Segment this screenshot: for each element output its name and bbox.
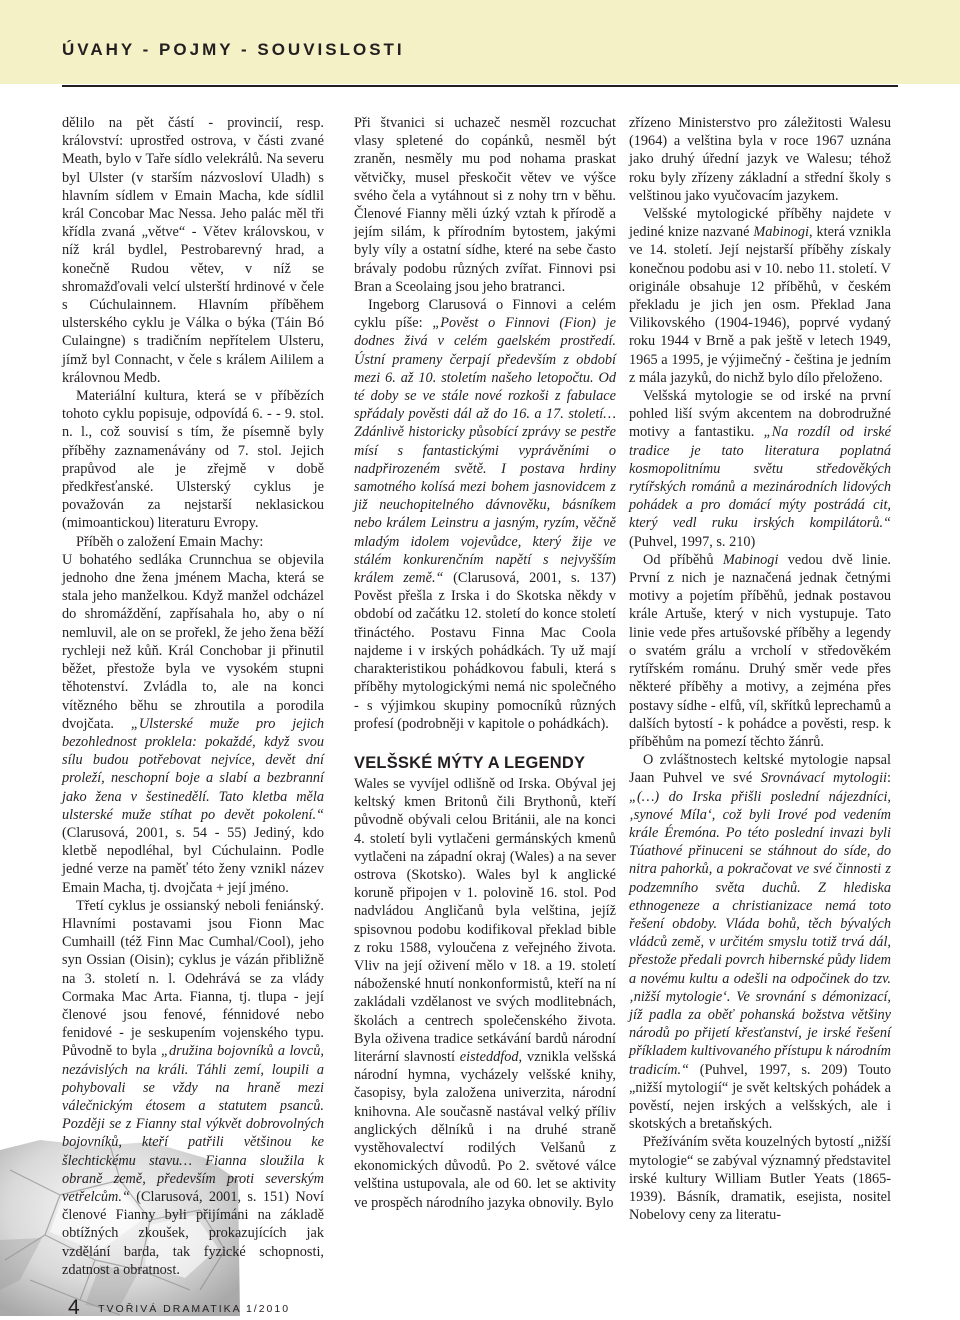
- paragraph: zřízeno Ministerstvo pro záležitosti Walesu (1964) a velština byla v roce 1967 uznána jako druhý úřední jazyk ve Walesu; téhož roku byly zřízeny základní a střední školy s velštinou jako vyučovacím jazykem.: [629, 115, 891, 204]
- paragraph: Příběh o založení Emain Machy:: [76, 533, 264, 550]
- journal-name: TVOŘIVÁ DRAMATIKA 1/2010: [98, 1303, 291, 1315]
- paragraph: Třetí cyklus je ossianský neboli feniánský. Hlavními postavami jsou Fionn Mac Cumhaill (též Finn Mac Cumhal/Cool), jeho syn Ossian (Oisin); cyklus je vázán přibližně na 3. století n. l. Odehrává se za vlády Cormaka Mac Arta. Fianna, tj. tlupa - její členové jsou fenové, fénnidové nebo fenidové - je seskupením vojenského typu. Původně to byla „družina bojovníků a lovců, nezávislých na králi. Táhli zemí, loupili a pohybovali se vždy na hraně mezi válečnickým étosem a statutem psanců. Později se z Fianny stal výkvět dobrovolných bojovníků, kteří patřili většinou ke šlechtickému stavu… Fianna sloužila k obraně země, především proti severským vetřelcům.“ (Clarusová, 2001, s. 151) Noví členové Fianny byli přijímáni na základě obtížných zkoušek, prokazujících jak vzdělání barda, tak fyzické schopnosti, zdatnost a obratnost.: [62, 897, 324, 1278]
- text-column-1: [62, 114, 324, 1279]
- paragraph: dělilo na pět částí - provincií, resp. království: uprostřed ostrova, v části zvané Meath, bylo v Taře sídlo velekrálů. Na severu byl Ulster (v starším názvosloví Uladh) s hlavním sídlem v Emain Macha, kde sídlil král Concobar Mac Nessa. Jeho palác měl tři křídla zvaná „větve“ - Větev královskou, v níž král bydlel, Pestrobarevný hrad, a konečně Rudou větev, v níž se shromažďovali velcí ulsterští hrdinové v čele s Cúchulainnem. Hlavním příběhem ulsterského cyklu je Válka o býka (Táin Bó Culaingne) s tradičním nepřítelem Ulsteru, jímž byl Connacht, v čele s králem Aililem a královnou Medb.: [62, 115, 324, 386]
- header-rule: [62, 85, 898, 87]
- text-column-3: [629, 114, 891, 1224]
- paragraph: Při štvanici si uchazeč nesměl rozcuchat vlasy spletené do copánků, nesměl být zraněn, nesměly mu pod nohama praskat větvičky, musel přeskočit větev ve výšce svého čela a vytáhnout si z nohy trn v běhu. Členové Fianny měli úzký vztah k přírodě a jejím silám, k přírodním bytostem, jakými byly víly a ostatní sídhe, které na sebe často brávaly podobu různých zvířat. Finnovi psi Bran a Sceolaing jsou jeho bratranci.: [354, 115, 616, 295]
- paragraph: Ingeborg Clarusová o Finnovi a celém cyklu píše: „Pověst o Finnovi (Fion) je dodnes živá v celém gaelském prostředí. Ústní prameny čerpají především z období mezi 6. až 10. stoletím našeho letopočtu. Od té doby se ve stále nové rozkoši z fabulace spřádaly pověsti dál až do 16. a 17. století… Zdánlivě historicky působící zprávy se pestře mísí s fantastickými vyprávěními o nadpřirozeném světě. I postava hrdiny samotného kolísá mezi bohem jasnovidcem z již neuchopitelného dávnověku, básníkem nebo králem Leinstru a jasným, ryzím, věčně mladým idolem vojevůdce, který žije ve stálém konkurenčním napětí s nejvyšším králem země.“ (Clarusová, 2001, s. 137) Pověst přešla z Irska i do Skotska někdy v období od začátku 12. století do konce století třináctého. Postavu Finna Mac Coola najdeme i v irských pohádkách. Ty už mají charakteristikou pohádkovou fabuli, která s příběhy mytologickými nemá nic společného - s výjimkou skupiny pomocníků různých profesí (podrobněji v kapitole o pohádkách).: [354, 297, 616, 732]
- text-column-2: [354, 114, 616, 1212]
- paragraph: Wales se vyvíjel odlišně od Irska. Obýval jej keltský kmen Britonů čili Brythonů, kteří původně obývali celou Británii, ale na konci 4. století byli vytlačeni germánských kmenů vytlačeni na západní okraj (Wales) a na sever ostrova (Skotsko). Wales byl k anglické koruně připojen v 1. polovině 16. stol. Pod nadvládou Angličanů byla velština, jejíž spisovnou podobu kodifikoval překlad bible z roku 1588, vyloučena z veřejného života. Vliv na její oživení mělo v 18. a 19. století náboženské hnutí nonkonformistů, kteří na ní zakládali vzdělanost ve svých modlitebnách, školách a centrech společenského života. Byla oživena tradice setkávání bardů národní literární slavností eisteddfod, vznikla velšská národní hymna, vycházely velšské knihy, časopisy, byla založena univerzita, národní knihovna. Ale současně nastával velký příliv anglických dělníků i na druhé straně vystěhovalectví rodilých Velšanů z ekonomických důvodů. Po 2. světové válce velština ustupovala, ale od 60. let se aktivity ve prospěch národního jazyka obnovily. Bylo: [354, 775, 616, 1211]
- paragraph: Přežíváním světa kouzelných bytostí „nižší mytologie“ se zabýval významný představitel irské kultury William Butler Yeats (1865-1939). Básník, dramatik, esejista, nositel Nobelovy ceny za literatu-: [629, 1134, 891, 1224]
- page-footer: [68, 1296, 290, 1320]
- section-title: ÚVAHY - POJMY - SOUVISLOSTI: [62, 40, 405, 59]
- paragraph: Velšské mytologické příběhy najdete v jediné knize nazvané Mabinogi, která vznikla ve 14. století. Její nejstarší příběhy získaly konečnou podobu asi v 10. nebo 11. století. V originále obsahuje 12 příběhů, v českém překladu je jich jen osm. Překlad Jana Vilikovského (1904-1946), poprvé vydaný roku 1944 v Brně a pak ještě v letech 1949, 1965 a 1995, je výjimečný - čeština je jedním z mála jazyků, do nichž bylo dílo přeloženo.: [629, 206, 891, 386]
- paragraph: U bohatého sedláka Crunnchua se objevila jednoho dne žena jménem Macha, která se stala jeho manželkou. Když manžel odcházel do shromáždění, zapřísahala ho, aby o ní nemluvil, ale on se prořekl, že jeho žena běží rychleji než kůň. Král Conchobar ji přinutil běžet, přestože byla ve vysokém stupni těhotenství. Zvládla to, ale na konci vítězného běhu se zhroutila a porodila dvojčata. „Ulsterské muže pro jejich bezohlednost proklela: pokaždé, když svou sílu budou potřebovat nejvíce, devět dní proleží, neschopní boje a slabí a bezbranní jako žena v šestinedělí. Tato kletba měla ulsterské muže stíhat po devět pokolení.“ (Clarusová, 2001, s. 54 - 55) Jediný, kdo kletbě nepodléhal, byl Cúchulainn. Podle jedné verze na paměť této ženy vznikl název Emain Macha, tj. dvojčata + její jméno.: [62, 551, 325, 896]
- paragraph: Velšská mytologie se od irské na první pohled liší svým akcentem na dobrodružné motivy a fantastiku. „Na rozdíl od irské tradice je tato literatura poplatná kosmopolitnímu světu středověkých rytířských románů a mezinárodních lidových pohádek a pro domácí mýty postrádá cit, který vedl ruku irských kompilátorů.“ (Puhvel, 1997, s. 210): [629, 388, 891, 550]
- section-heading: VELŠSKÉ MÝTY A LEGENDY: [354, 753, 586, 772]
- page-number: 4: [68, 1296, 80, 1319]
- paragraph: Materiální kultura, která se v příbězích tohoto cyklu popisuje, odpovídá 6. - - 9. stol. n. l., což souvisí s tím, že písemně byly příběhy zaznamenávány od 7. stol. Jejich prapůvod ale je zřejmě v době předkřesťanské. Ulsterský cyklus je považován za nejstarší neklasickou (mimoantickou) literaturu Evropy.: [62, 388, 324, 532]
- paragraph: O zvláštnostech keltské mytologie napsal Jaan Puhvel ve své Srovnávací mytologii: „(…) do Irska přišli poslední nájezdníci, ‚synové Míla‘, což byli Irové pod vedením krále Éremóna. Po této poslední invazi byli Túathové přinuceni se stáhnout do síde, do nitra pahorků, a pokračovat ve své činnosti z podzemního světa duchů. Z hlediska ethnogeneze a christianizace nemá toto řešení obdoby. Vláda bohů, těch bývalých vládců země, v určitém smyslu totiž trvá dál, přestože předali povrch hibernské půdy lidem a novému kultu a odešli na odpočinek do tzv. ‚nižší mytologie‘. Ve srovnání s démonizací, jíž padla za oběť pohanská božstva většiny národů po přijetí křesťanství, je irské řešení příkladem kultivovaného přístupu k národním tradicím.“ (Puhvel, 1997, s. 209) Touto „nižší mytologií“ je svět keltských pohádek a pověstí, nejen irských a velšských, ale i skotských a bretaňských.: [629, 752, 892, 1133]
- paragraph: Od příběhů Mabinogi vedou dvě linie. První z nich je naznačená jednak četnými motivy a pojetím příběhů, jednak postavou krále Artuše, který v nich vystupuje. Tato linie vede přes artušovské příběhy a legendy o svatém grálu a vrcholí v středověkém rytířském románu. Druhý směr vede přes některé příběhy a motivy, a zejména přes postavy sídhe - elfů, víl, skřítků leprechamů a dalších bytostí - k pohádce a pověsti, resp. k příběhům na pomezí těchto žánrů.: [629, 551, 892, 750]
